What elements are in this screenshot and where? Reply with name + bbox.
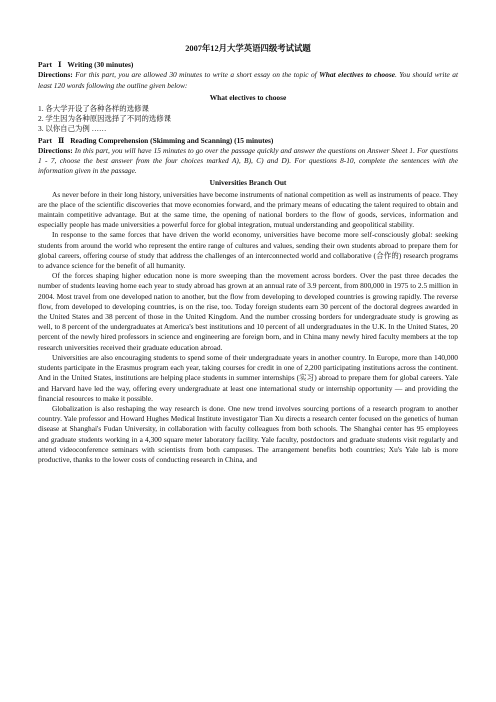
passage-paragraph-3: Of the forces shaping higher education none is more sweeping than the movement across borders. Over the past three decades the number of students leaving home each year to study abroad has grown at an annual rate of 3.9 percent, from 800,000 in 1975 to 2.5 million in 2004. Most travel from one developed nation to another, but the flow from developing to developed countries is growing rapidly. The reverse flow, from developed to developing countries, is on the rise, too. Today foreign students earn 30 percent of the doctoral degrees awarded in the United States and 38 percent of those in the United Kingdom. And the number crossing borders for undergraduate study is growing as well, to 8 percent of the undergraduates at America's best institutions and 10 percent of all undergraduates in the U.K. In the United States, 20 percent of the newly hired professors in science and engineering are foreign born, and in China many newly hired faculty members at the top research universities received their graduate education abroad. [38, 271, 458, 352]
outline-item-3: 3. 以你自己为例 …… [38, 124, 107, 134]
passage-paragraph-2: In response to the same forces that have driven the world economy, universities have become more self-consciously global: seeking students from around the world who represent the entire range of cultures and values, sending their own students abroad to prepare them for global careers, offering course of study that address the challenges of an interconnected world and collaborative (合作的) research programs to advance science for the benefit of all humanity. [38, 230, 458, 271]
outline-item-1: 1. 各大学开设了各种各样的选修课 [38, 104, 149, 114]
part2-heading [38, 136, 458, 146]
part1-name: Writing (30 minutes) [67, 60, 134, 70]
part2-name: Reading Comprehension (Skimming and Scanning) (15 minutes) [70, 135, 274, 145]
part1-directions-text-b: . You should write at least 120 words following the outline given below: [38, 70, 458, 90]
essay-title: What electives to choose [209, 92, 287, 102]
part2-directions [38, 146, 458, 177]
outline-item-2: 2. 学生因为各种原因选择了不同的选修课 [38, 114, 172, 124]
part2-number: Ⅱ [57, 135, 65, 145]
part1-directions-label: Directions: [38, 70, 73, 80]
part1-heading [38, 60, 458, 70]
part1-number: Ⅰ [57, 60, 62, 70]
part2-label: Part [38, 135, 52, 145]
exam-title: 2007年12月大学英语四级考试试题 [185, 44, 311, 53]
part2-directions-label: Directions: [38, 145, 73, 155]
part2-directions-text: In this part, you will have 15 minutes to go over the passage quickly and answer the questions on Answer Sheet 1. For questions 1 - 7, choose the best answer from the four choices marked A), B), C) and D). For questions 8-10, complete the sentences with the information given in the passage. [38, 145, 458, 176]
passage-title: Universities Branch Out [209, 178, 287, 188]
part1-directions [38, 70, 458, 90]
passage-paragraph-5: Globalization is also reshaping the way research is done. One new trend involves sourcing portions of a research program to another country. Yale professor and Howard Hughes Medical Institute investigator Tian Xu directs a research center focused on the genetics of human disease at Shanghai's Fudan University, in collaboration with faculty colleagues from both schools. The Shanghai center has 95 employees and graduate students working in a 4,300 square meter laboratory facility. Yale faculty, postdoctors and graduate students visit regularly and attend videoconference seminars with scientists from both campuses. The arrangement benefits both countries; Xu's Yale lab is more productive, thanks to the lower costs of conducting research in China, and [38, 403, 458, 464]
part1-label: Part [38, 60, 52, 70]
part1-directions-text-a: For this part, you are allowed 30 minutes to write a short essay on the topic of [75, 70, 317, 80]
passage-paragraph-4: Universities are also encouraging students to spend some of their undergraduate years in another country. In Europe, more than 140,000 students participate in the Erasmus program each year, taking courses for credit in one of 2,200 participating institutions across the continent. And in the United States, institutions are helping place students in summer internships (实习) abroad to prepare them for global careers. Yale and Harvard have led the way, offering every undergraduate at least one international study or internship opportunity — and providing the financial resources to make it possible. [38, 352, 458, 403]
passage-paragraph-1: As never before in their long history, universities have become instruments of national competition as well as instruments of peace. They are the place of the scientific discoveries that move economies forward, and the primary means of educating the talent required to obtain and maintain competitive advantage. But at the same time, the opening of national borders to the flow of goods, services, information and especially people has made universities a powerful force for global integration, mutual understanding and geopolitical stability. [38, 189, 458, 230]
part1-directions-topic: What electives to choose [319, 70, 395, 80]
